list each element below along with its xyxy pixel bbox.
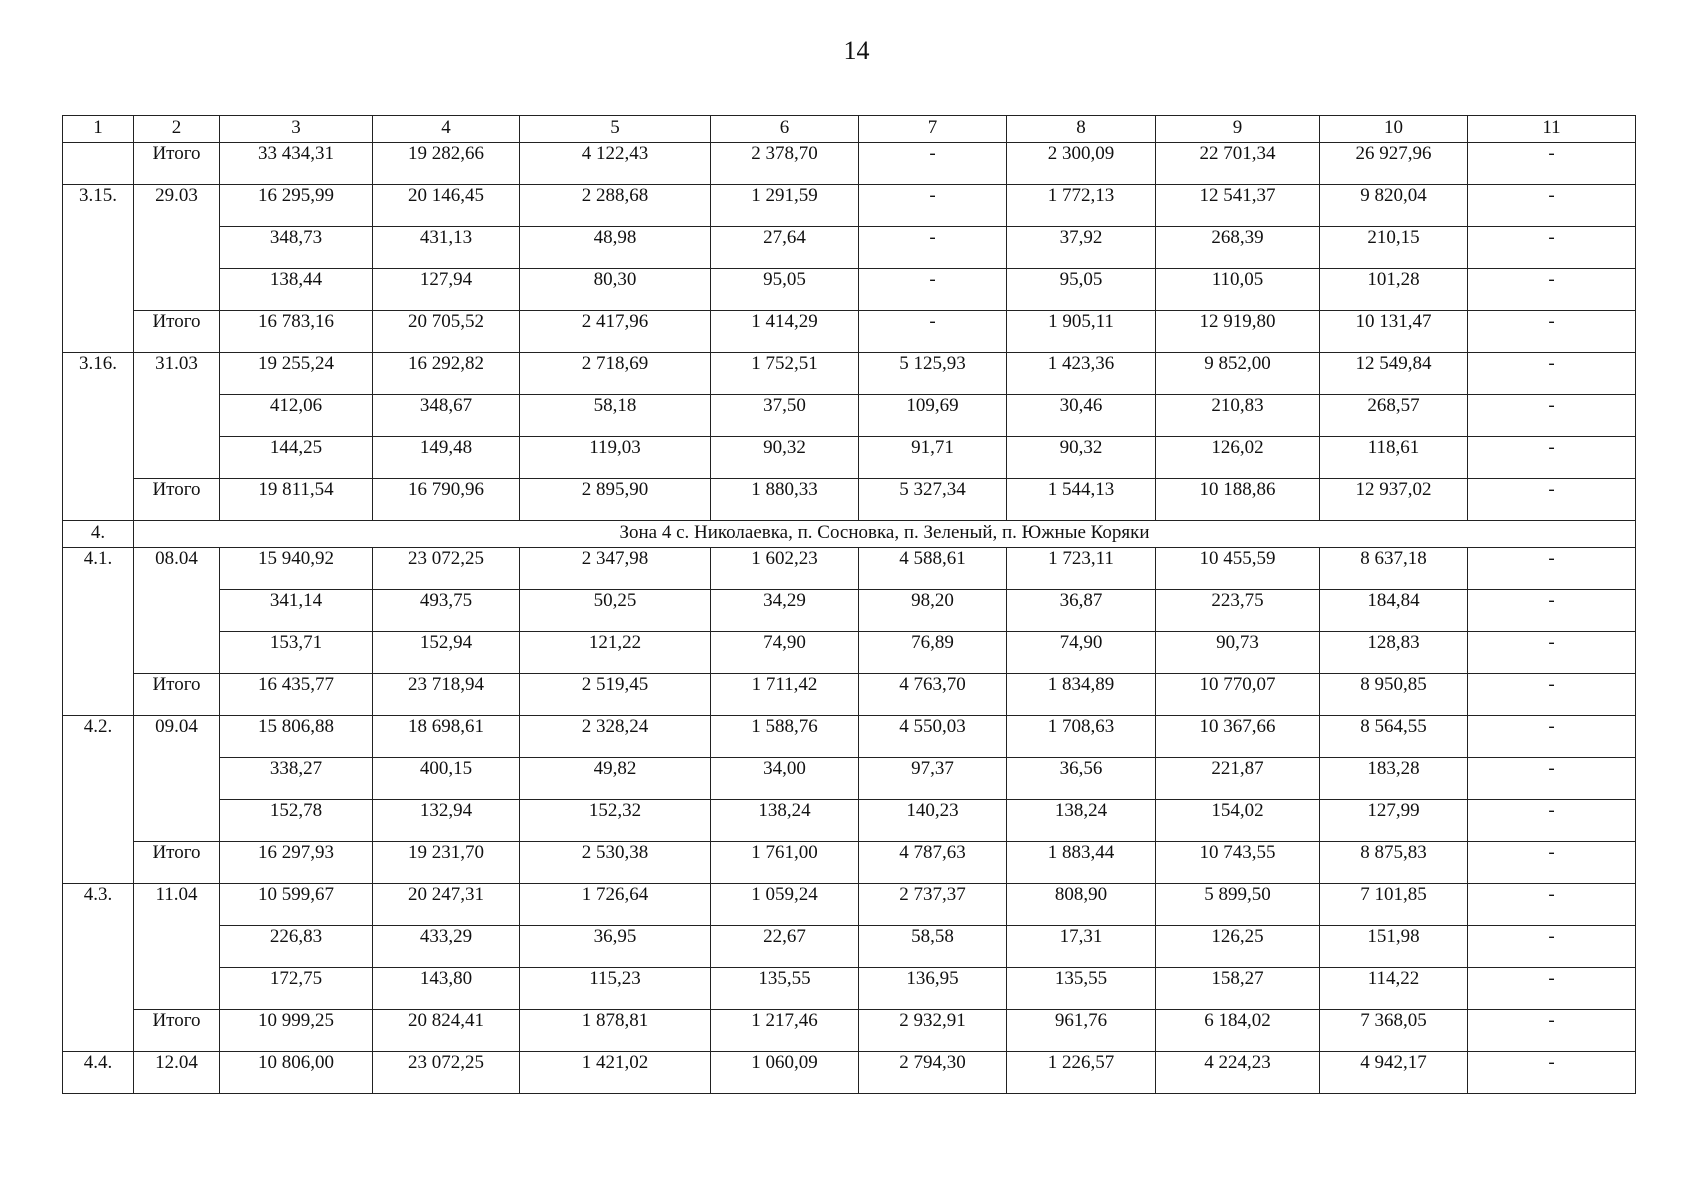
table-row xyxy=(63,143,1636,185)
value-cell: 1 060,09 xyxy=(711,1052,859,1094)
value-cell: 8 564,55 xyxy=(1320,716,1468,758)
value-cell: - xyxy=(1468,968,1636,1010)
total-label-cell: Итого xyxy=(134,842,220,884)
column-number-cell: 7 xyxy=(859,116,1007,143)
value-cell: 158,27 xyxy=(1156,968,1320,1010)
value-cell: 132,94 xyxy=(373,800,520,842)
value-cell: - xyxy=(1468,800,1636,842)
value-cell: 153,71 xyxy=(220,632,373,674)
value-cell: 5 899,50 xyxy=(1156,884,1320,926)
value-cell: 118,61 xyxy=(1320,437,1468,479)
value-cell: 10 367,66 xyxy=(1156,716,1320,758)
value-cell: 58,58 xyxy=(859,926,1007,968)
column-number-cell: 11 xyxy=(1468,116,1636,143)
value-cell: 27,64 xyxy=(711,227,859,269)
total-row xyxy=(63,311,1636,353)
value-cell: 2 737,37 xyxy=(859,884,1007,926)
date-cell: 08.04 xyxy=(134,548,220,674)
value-cell: 1 761,00 xyxy=(711,842,859,884)
value-cell: 4 942,17 xyxy=(1320,1052,1468,1094)
value-cell: 9 852,00 xyxy=(1156,353,1320,395)
value-cell: 143,80 xyxy=(373,968,520,1010)
value-cell: 95,05 xyxy=(1007,269,1156,311)
value-cell: 16 783,16 xyxy=(220,311,373,353)
value-cell: 136,95 xyxy=(859,968,1007,1010)
value-cell: 152,94 xyxy=(373,632,520,674)
value-cell: - xyxy=(1468,758,1636,800)
value-cell: 2 718,69 xyxy=(520,353,711,395)
value-cell: 36,95 xyxy=(520,926,711,968)
value-cell: 16 292,82 xyxy=(373,353,520,395)
value-cell: 151,98 xyxy=(1320,926,1468,968)
value-cell: 9 820,04 xyxy=(1320,185,1468,227)
table-row xyxy=(63,395,1636,437)
value-cell: 2 519,45 xyxy=(520,674,711,716)
value-cell: 20 705,52 xyxy=(373,311,520,353)
value-cell: 138,44 xyxy=(220,269,373,311)
value-cell: - xyxy=(1468,674,1636,716)
value-cell: 97,37 xyxy=(859,758,1007,800)
value-cell: 1 059,24 xyxy=(711,884,859,926)
value-cell: - xyxy=(1468,185,1636,227)
value-cell: 90,73 xyxy=(1156,632,1320,674)
value-cell: 16 435,77 xyxy=(220,674,373,716)
value-cell: 149,48 xyxy=(373,437,520,479)
data-table xyxy=(62,115,1636,1094)
value-cell: 226,83 xyxy=(220,926,373,968)
value-cell: 152,32 xyxy=(520,800,711,842)
value-cell: 19 231,70 xyxy=(373,842,520,884)
value-cell: 1 602,23 xyxy=(711,548,859,590)
table-row xyxy=(63,926,1636,968)
value-cell: 4 787,63 xyxy=(859,842,1007,884)
value-cell: 20 247,31 xyxy=(373,884,520,926)
total-label-cell: Итого xyxy=(134,143,220,185)
value-cell: 10 770,07 xyxy=(1156,674,1320,716)
value-cell: 2 328,24 xyxy=(520,716,711,758)
value-cell: 4 224,23 xyxy=(1156,1052,1320,1094)
item-number-cell: 4.3. xyxy=(63,884,134,1052)
value-cell: 50,25 xyxy=(520,590,711,632)
value-cell: 338,27 xyxy=(220,758,373,800)
table-row xyxy=(63,716,1636,758)
column-number-cell: 8 xyxy=(1007,116,1156,143)
value-cell: 8 875,83 xyxy=(1320,842,1468,884)
table-row xyxy=(63,227,1636,269)
value-cell: 110,05 xyxy=(1156,269,1320,311)
value-cell: 26 927,96 xyxy=(1320,143,1468,185)
value-cell: 20 146,45 xyxy=(373,185,520,227)
zone-number-cell: 4. xyxy=(63,521,134,548)
value-cell: 4 588,61 xyxy=(859,548,1007,590)
item-number-cell: 3.16. xyxy=(63,353,134,521)
value-cell: 2 378,70 xyxy=(711,143,859,185)
page-number: 14 xyxy=(843,36,870,65)
value-cell: 74,90 xyxy=(711,632,859,674)
value-cell: 1 217,46 xyxy=(711,1010,859,1052)
table-row xyxy=(63,353,1636,395)
value-cell: 128,83 xyxy=(1320,632,1468,674)
value-cell: - xyxy=(1468,884,1636,926)
value-cell: 12 541,37 xyxy=(1156,185,1320,227)
total-row xyxy=(63,1010,1636,1052)
value-cell: 16 790,96 xyxy=(373,479,520,521)
value-cell: 127,99 xyxy=(1320,800,1468,842)
value-cell: - xyxy=(1468,395,1636,437)
date-cell: 11.04 xyxy=(134,884,220,1010)
value-cell: 1 423,36 xyxy=(1007,353,1156,395)
table-row xyxy=(63,632,1636,674)
value-cell: - xyxy=(1468,269,1636,311)
date-cell: 31.03 xyxy=(134,353,220,479)
value-cell: 126,25 xyxy=(1156,926,1320,968)
value-cell: 20 824,41 xyxy=(373,1010,520,1052)
zone-row xyxy=(63,521,1636,548)
total-row xyxy=(63,674,1636,716)
value-cell: 152,78 xyxy=(220,800,373,842)
value-cell: - xyxy=(859,143,1007,185)
value-cell: 23 072,25 xyxy=(373,548,520,590)
value-cell: 1 544,13 xyxy=(1007,479,1156,521)
value-cell: 1 421,02 xyxy=(520,1052,711,1094)
value-cell: 95,05 xyxy=(711,269,859,311)
value-cell: 1 226,57 xyxy=(1007,1052,1156,1094)
value-cell: 36,87 xyxy=(1007,590,1156,632)
value-cell: - xyxy=(859,185,1007,227)
value-cell: 341,14 xyxy=(220,590,373,632)
value-cell: 221,87 xyxy=(1156,758,1320,800)
table-row xyxy=(63,437,1636,479)
date-cell: 09.04 xyxy=(134,716,220,842)
value-cell: 33 434,31 xyxy=(220,143,373,185)
value-cell: 23 718,94 xyxy=(373,674,520,716)
value-cell: 154,02 xyxy=(1156,800,1320,842)
table-row xyxy=(63,884,1636,926)
table-header-row xyxy=(63,116,1636,143)
value-cell: 138,24 xyxy=(1007,800,1156,842)
item-number-cell: 4.2. xyxy=(63,716,134,884)
column-number-cell: 10 xyxy=(1320,116,1468,143)
total-label-cell: Итого xyxy=(134,479,220,521)
value-cell: 7 101,85 xyxy=(1320,884,1468,926)
value-cell: 140,23 xyxy=(859,800,1007,842)
item-number-cell: 4.1. xyxy=(63,548,134,716)
value-cell: 115,23 xyxy=(520,968,711,1010)
table-row xyxy=(63,800,1636,842)
table-row xyxy=(63,590,1636,632)
table-row xyxy=(63,968,1636,1010)
table-row xyxy=(63,758,1636,800)
value-cell: 74,90 xyxy=(1007,632,1156,674)
date-cell: 12.04 xyxy=(134,1052,220,1094)
value-cell: - xyxy=(1468,1010,1636,1052)
value-cell: 121,22 xyxy=(520,632,711,674)
value-cell: 268,57 xyxy=(1320,395,1468,437)
value-cell: 16 295,99 xyxy=(220,185,373,227)
value-cell: 223,75 xyxy=(1156,590,1320,632)
table-row xyxy=(63,1052,1636,1094)
value-cell: 1 834,89 xyxy=(1007,674,1156,716)
value-cell: 8 950,85 xyxy=(1320,674,1468,716)
value-cell: 37,50 xyxy=(711,395,859,437)
value-cell: 184,84 xyxy=(1320,590,1468,632)
value-cell: 10 455,59 xyxy=(1156,548,1320,590)
value-cell: 1 880,33 xyxy=(711,479,859,521)
value-cell: 493,75 xyxy=(373,590,520,632)
value-cell: 10 999,25 xyxy=(220,1010,373,1052)
value-cell: - xyxy=(1468,842,1636,884)
column-number-cell: 9 xyxy=(1156,116,1320,143)
value-cell: 2 932,91 xyxy=(859,1010,1007,1052)
value-cell: 91,71 xyxy=(859,437,1007,479)
total-row xyxy=(63,479,1636,521)
value-cell: 400,15 xyxy=(373,758,520,800)
value-cell: 2 530,38 xyxy=(520,842,711,884)
value-cell: 19 255,24 xyxy=(220,353,373,395)
value-cell: 2 300,09 xyxy=(1007,143,1156,185)
value-cell: 101,28 xyxy=(1320,269,1468,311)
date-cell: 29.03 xyxy=(134,185,220,311)
value-cell: 6 184,02 xyxy=(1156,1010,1320,1052)
total-label-cell: Итого xyxy=(134,1010,220,1052)
value-cell: 412,06 xyxy=(220,395,373,437)
value-cell: 268,39 xyxy=(1156,227,1320,269)
value-cell: 1 726,64 xyxy=(520,884,711,926)
value-cell: 126,02 xyxy=(1156,437,1320,479)
item-number-cell: 4.4. xyxy=(63,1052,134,1094)
value-cell: 2 895,90 xyxy=(520,479,711,521)
column-number-cell: 5 xyxy=(520,116,711,143)
column-number-cell: 3 xyxy=(220,116,373,143)
value-cell: 1 414,29 xyxy=(711,311,859,353)
value-cell: 1 878,81 xyxy=(520,1010,711,1052)
value-cell: 135,55 xyxy=(711,968,859,1010)
value-cell: - xyxy=(1468,590,1636,632)
value-cell: 138,24 xyxy=(711,800,859,842)
value-cell: - xyxy=(1468,227,1636,269)
value-cell: - xyxy=(1468,353,1636,395)
value-cell: 30,46 xyxy=(1007,395,1156,437)
value-cell: 127,94 xyxy=(373,269,520,311)
column-number-cell: 6 xyxy=(711,116,859,143)
value-cell: - xyxy=(1468,311,1636,353)
value-cell: 1 291,59 xyxy=(711,185,859,227)
value-cell: 76,89 xyxy=(859,632,1007,674)
value-cell: 1 708,63 xyxy=(1007,716,1156,758)
value-cell: 348,73 xyxy=(220,227,373,269)
value-cell: 90,32 xyxy=(1007,437,1156,479)
value-cell: 10 131,47 xyxy=(1320,311,1468,353)
value-cell: 37,92 xyxy=(1007,227,1156,269)
value-cell: 109,69 xyxy=(859,395,1007,437)
total-label-cell: Итого xyxy=(134,674,220,716)
value-cell: 210,83 xyxy=(1156,395,1320,437)
value-cell: - xyxy=(1468,548,1636,590)
value-cell: 10 806,00 xyxy=(220,1052,373,1094)
column-number-cell: 1 xyxy=(63,116,134,143)
value-cell: 4 763,70 xyxy=(859,674,1007,716)
value-cell: 433,29 xyxy=(373,926,520,968)
value-cell: - xyxy=(1468,479,1636,521)
value-cell: 1 772,13 xyxy=(1007,185,1156,227)
value-cell: 1 883,44 xyxy=(1007,842,1156,884)
value-cell: - xyxy=(859,311,1007,353)
value-cell: 80,30 xyxy=(520,269,711,311)
value-cell: 19 811,54 xyxy=(220,479,373,521)
value-cell: 22,67 xyxy=(711,926,859,968)
value-cell: 1 588,76 xyxy=(711,716,859,758)
value-cell: 1 752,51 xyxy=(711,353,859,395)
value-cell: 431,13 xyxy=(373,227,520,269)
value-cell: 1 723,11 xyxy=(1007,548,1156,590)
value-cell: 5 327,34 xyxy=(859,479,1007,521)
zone-title-cell: Зона 4 с. Николаевка, п. Сосновка, п. Зеленый, п. Южные Коряки xyxy=(134,521,1636,548)
value-cell: 1 711,42 xyxy=(711,674,859,716)
value-cell: 12 919,80 xyxy=(1156,311,1320,353)
value-cell: 49,82 xyxy=(520,758,711,800)
total-label-cell: Итого xyxy=(134,311,220,353)
value-cell: 1 905,11 xyxy=(1007,311,1156,353)
value-cell: 19 282,66 xyxy=(373,143,520,185)
value-cell: - xyxy=(1468,1052,1636,1094)
value-cell: - xyxy=(1468,143,1636,185)
value-cell: 144,25 xyxy=(220,437,373,479)
value-cell: 10 743,55 xyxy=(1156,842,1320,884)
value-cell: 5 125,93 xyxy=(859,353,1007,395)
value-cell: 2 794,30 xyxy=(859,1052,1007,1094)
value-cell: 15 806,88 xyxy=(220,716,373,758)
value-cell: 34,29 xyxy=(711,590,859,632)
value-cell: - xyxy=(859,269,1007,311)
value-cell: 34,00 xyxy=(711,758,859,800)
item-number-cell xyxy=(63,143,134,185)
value-cell: 12 937,02 xyxy=(1320,479,1468,521)
value-cell: 348,67 xyxy=(373,395,520,437)
value-cell: 98,20 xyxy=(859,590,1007,632)
value-cell: 2 417,96 xyxy=(520,311,711,353)
value-cell: 17,31 xyxy=(1007,926,1156,968)
value-cell: - xyxy=(859,227,1007,269)
value-cell: 48,98 xyxy=(520,227,711,269)
value-cell: 172,75 xyxy=(220,968,373,1010)
value-cell: 808,90 xyxy=(1007,884,1156,926)
value-cell: 58,18 xyxy=(520,395,711,437)
item-number-cell: 3.15. xyxy=(63,185,134,353)
value-cell: 4 550,03 xyxy=(859,716,1007,758)
value-cell: 15 940,92 xyxy=(220,548,373,590)
value-cell: 22 701,34 xyxy=(1156,143,1320,185)
value-cell: - xyxy=(1468,632,1636,674)
value-cell: 2 288,68 xyxy=(520,185,711,227)
table-row xyxy=(63,548,1636,590)
column-number-cell: 4 xyxy=(373,116,520,143)
value-cell: 12 549,84 xyxy=(1320,353,1468,395)
value-cell: 10 188,86 xyxy=(1156,479,1320,521)
value-cell: 90,32 xyxy=(711,437,859,479)
value-cell: - xyxy=(1468,437,1636,479)
value-cell: 18 698,61 xyxy=(373,716,520,758)
value-cell: 135,55 xyxy=(1007,968,1156,1010)
value-cell: 183,28 xyxy=(1320,758,1468,800)
value-cell: 16 297,93 xyxy=(220,842,373,884)
value-cell: 8 637,18 xyxy=(1320,548,1468,590)
value-cell: 2 347,98 xyxy=(520,548,711,590)
table-row xyxy=(63,269,1636,311)
value-cell: - xyxy=(1468,716,1636,758)
table-row xyxy=(63,185,1636,227)
value-cell: 119,03 xyxy=(520,437,711,479)
value-cell: - xyxy=(1468,926,1636,968)
value-cell: 7 368,05 xyxy=(1320,1010,1468,1052)
value-cell: 23 072,25 xyxy=(373,1052,520,1094)
column-number-cell: 2 xyxy=(134,116,220,143)
value-cell: 10 599,67 xyxy=(220,884,373,926)
value-cell: 961,76 xyxy=(1007,1010,1156,1052)
value-cell: 36,56 xyxy=(1007,758,1156,800)
value-cell: 114,22 xyxy=(1320,968,1468,1010)
total-row xyxy=(63,842,1636,884)
value-cell: 210,15 xyxy=(1320,227,1468,269)
value-cell: 4 122,43 xyxy=(520,143,711,185)
table-body xyxy=(63,116,1636,1094)
